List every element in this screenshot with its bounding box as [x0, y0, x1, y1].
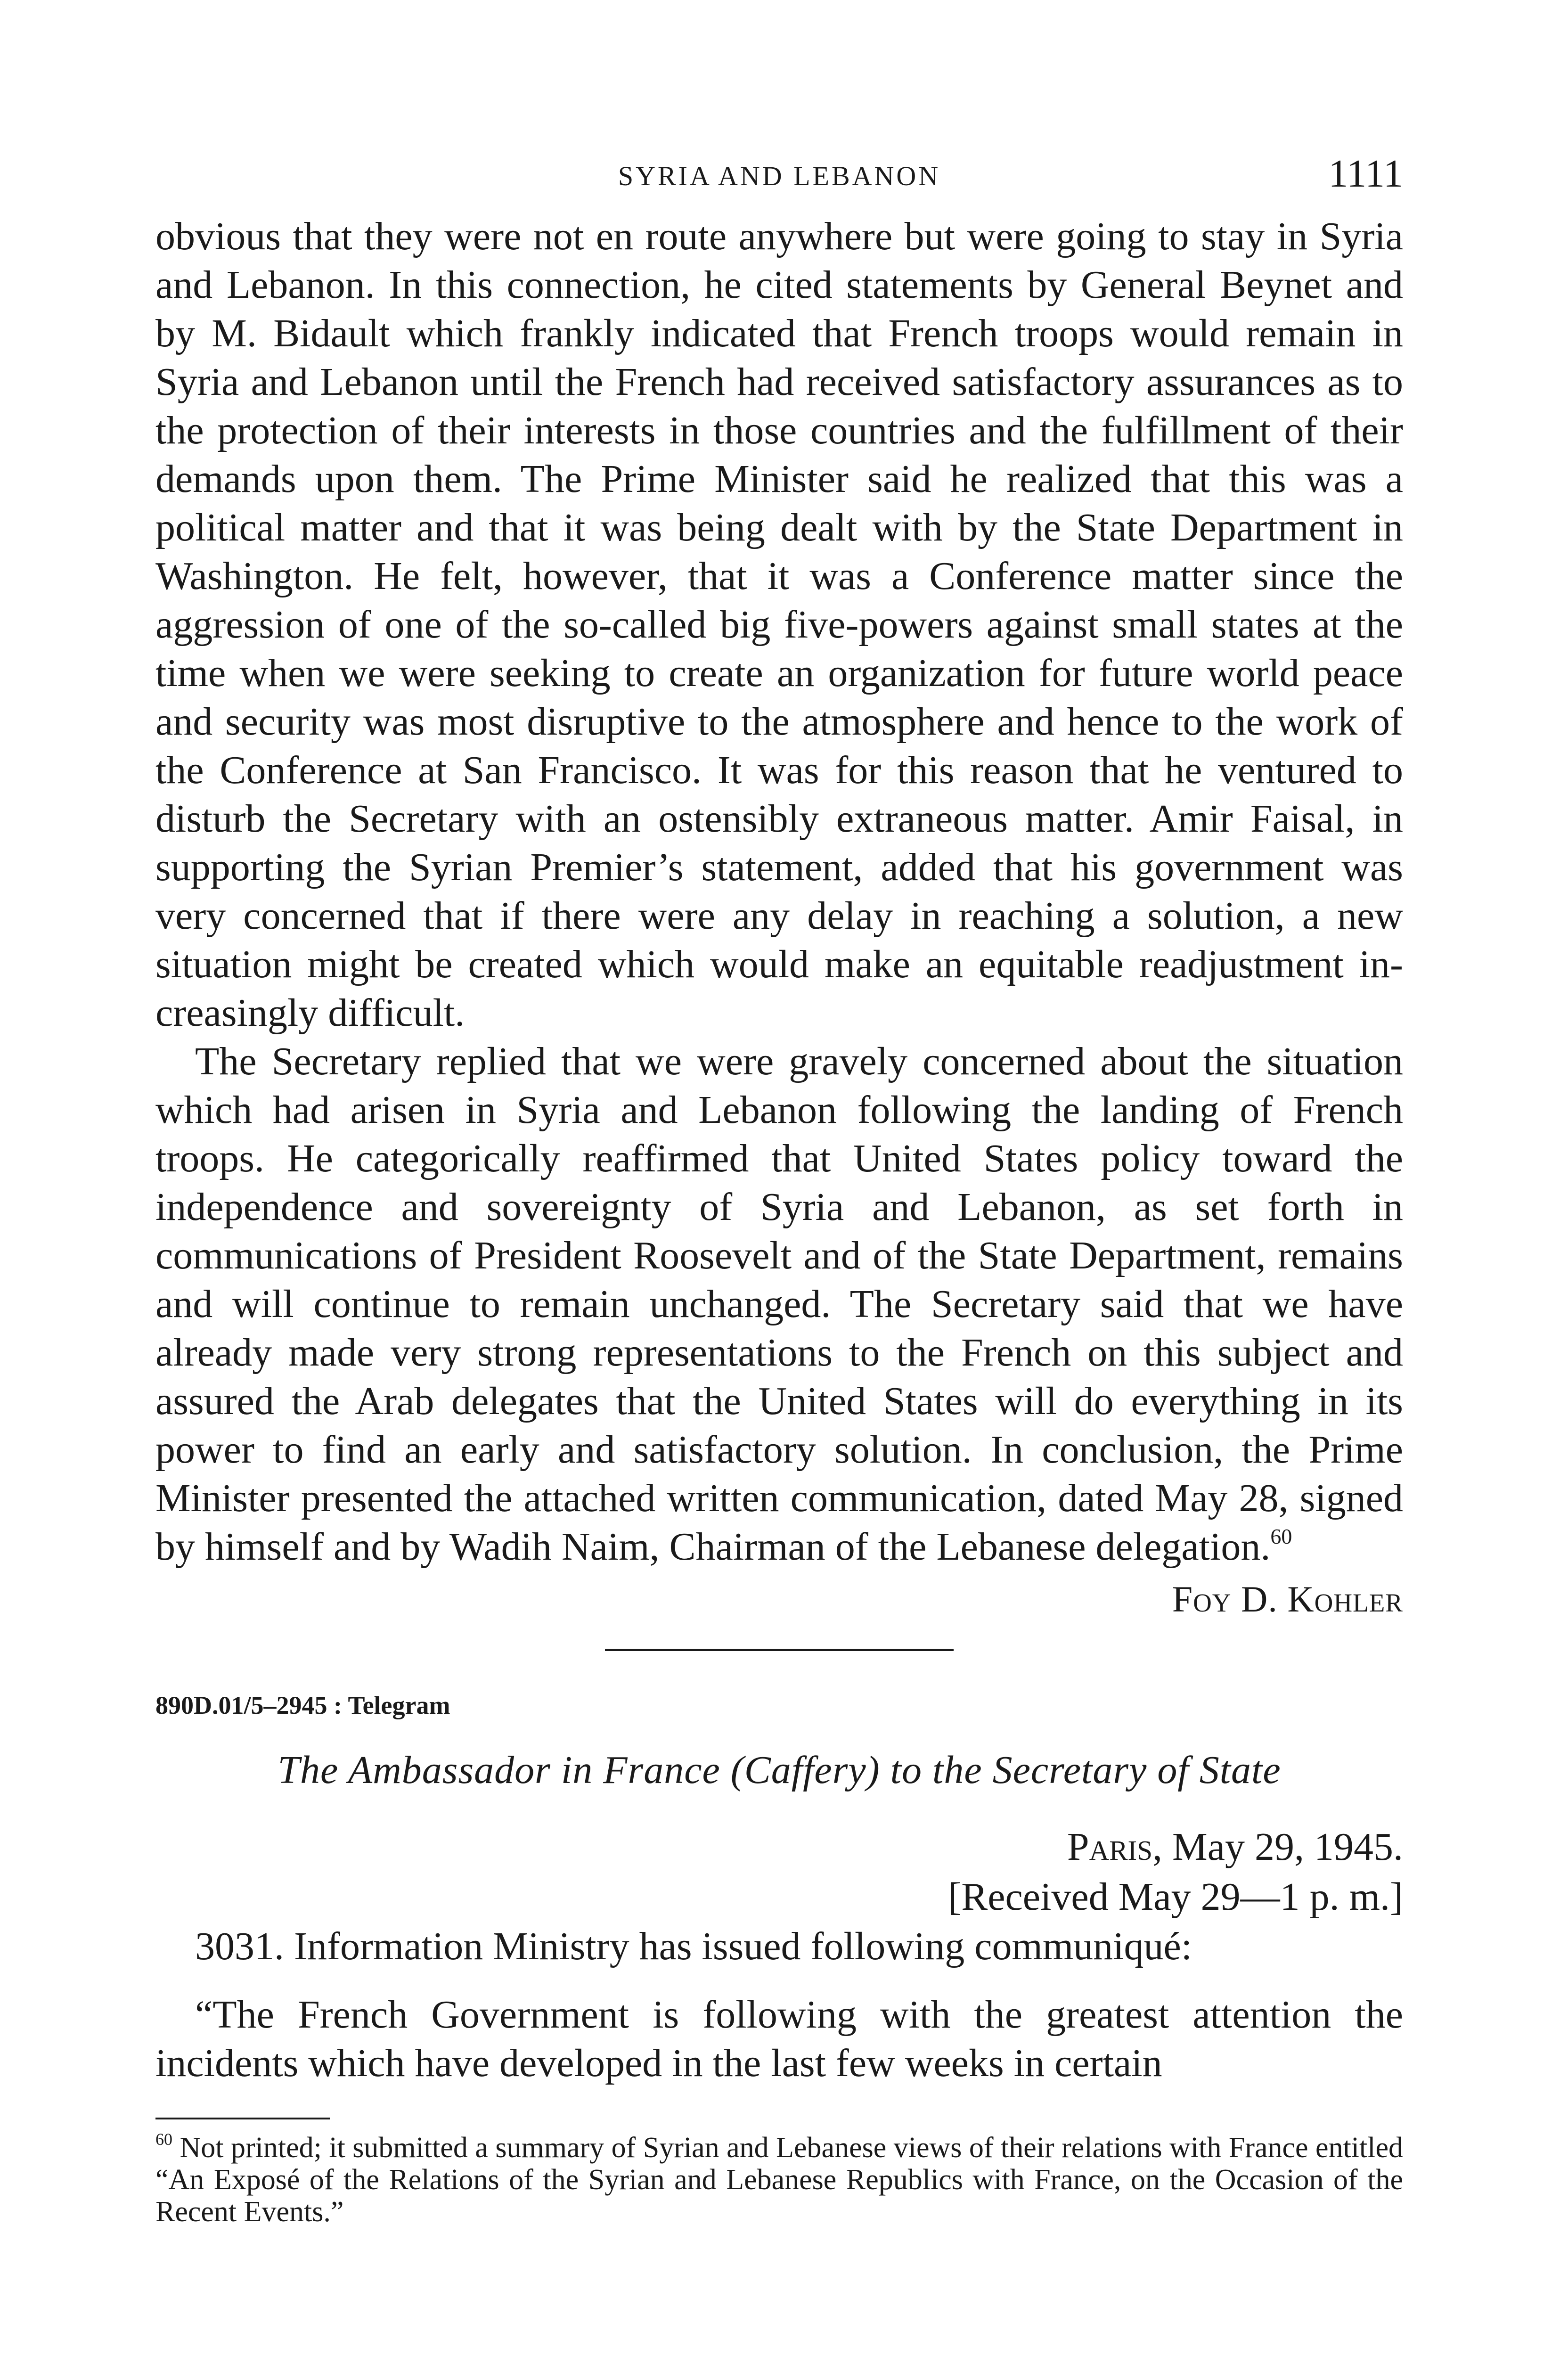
footnote-reference: 60 [1270, 1524, 1292, 1548]
paragraph-quotation: “The French Government is following with the greatest attention the incidents which have developed in the last few weeks in certain [155, 1993, 1403, 2085]
page-number: 1111 [1328, 152, 1403, 196]
footnote-number: 60 [155, 2130, 172, 2149]
footnote [155, 2132, 1403, 2228]
place-date [155, 1822, 1403, 1872]
footnote-divider [155, 2118, 330, 2119]
document-page [155, 141, 1403, 2228]
footnote-text: Not printed; it submitted a summary of Syrian and Lebanese views of their relations with France entitled “An Exposé of the Relations of the Syrian and Lebanese Republics with France, on the Occasion of the Recent Events.” [155, 2132, 1403, 2228]
date: May 29, 1945. [1162, 1825, 1403, 1869]
file-reference: 890D.01/5–2945 : Telegram [155, 1691, 450, 1719]
section-divider [605, 1649, 954, 1651]
paragraph-text: The Secretary replied that we were gravely concerned about the situation which had arisen in Syria and Lebanon following the landing of French troops. He categorically reaffirmed that United States policy toward the independence and sovereignty of Syria and Lebanon, as set forth in communications of President Roosevelt and of the State Department, remains and will continue to remain unchanged. The Secretary said that we have already made very strong representations to the French on this subject and assured the Arab delegates that the United States will do everything in its power to find an early and satisfactory solution. In conclusion, the Prime Minister presented the attached written communication, dated May 28, signed by himself and by Wadih Naim, Chairman of the Lebanese delegation. [155, 1039, 1403, 1569]
document-title: The Ambassador in France (Caffery) to the Secretary of State [278, 1748, 1281, 1792]
dateline [155, 1822, 1403, 1922]
memorandum-body [155, 212, 1403, 1571]
page-header [155, 141, 1403, 212]
paragraph-communique-intro: 3031. Information Ministry has issued following communiqué: [195, 1924, 1192, 1968]
running-title: SYRIA AND LEBANON [618, 161, 941, 191]
place: Paris, [1067, 1825, 1163, 1869]
paragraph-secretary-reply [155, 1037, 1403, 1571]
paragraph-continuation: obvious that they were not en route anywhere but were going to stay in Syria and Lebanon. In this connection, he cited statements by General Beynet and by M. Bidault which frankly indicated that French troops would remain in Syria and Lebanon until the French had received satisfactory assurances as to the protection of their interests in those countries and the fulfillment of their demands upon them. The Prime Minister said he realized that this was a political matter and that it was being dealt with by the State Department in Washington. He felt, however, that it was a Conference matter since the aggression of one of the so-called big five-powers against small states at the time when we were seeking to create an organization for future world peace and security was most disruptive to the atmosphere and hence to the work of the Conference at San Francisco. It was for this reason that he ventured to disturb the Secretary with an ostensibly extraneous matter. Amir Faisal, in supporting the Syrian Premier’s statement, added that his government was very concerned that if there were any delay in reaching a solution, a new situation might be created which would make an equitable readjustment increasingly difficult. [155, 214, 1403, 1035]
telegram-body [155, 1922, 1403, 2087]
signature: Foy D. Kohler [1172, 1579, 1403, 1620]
received-note: [Received May 29—1 p. m.] [948, 1875, 1403, 1919]
